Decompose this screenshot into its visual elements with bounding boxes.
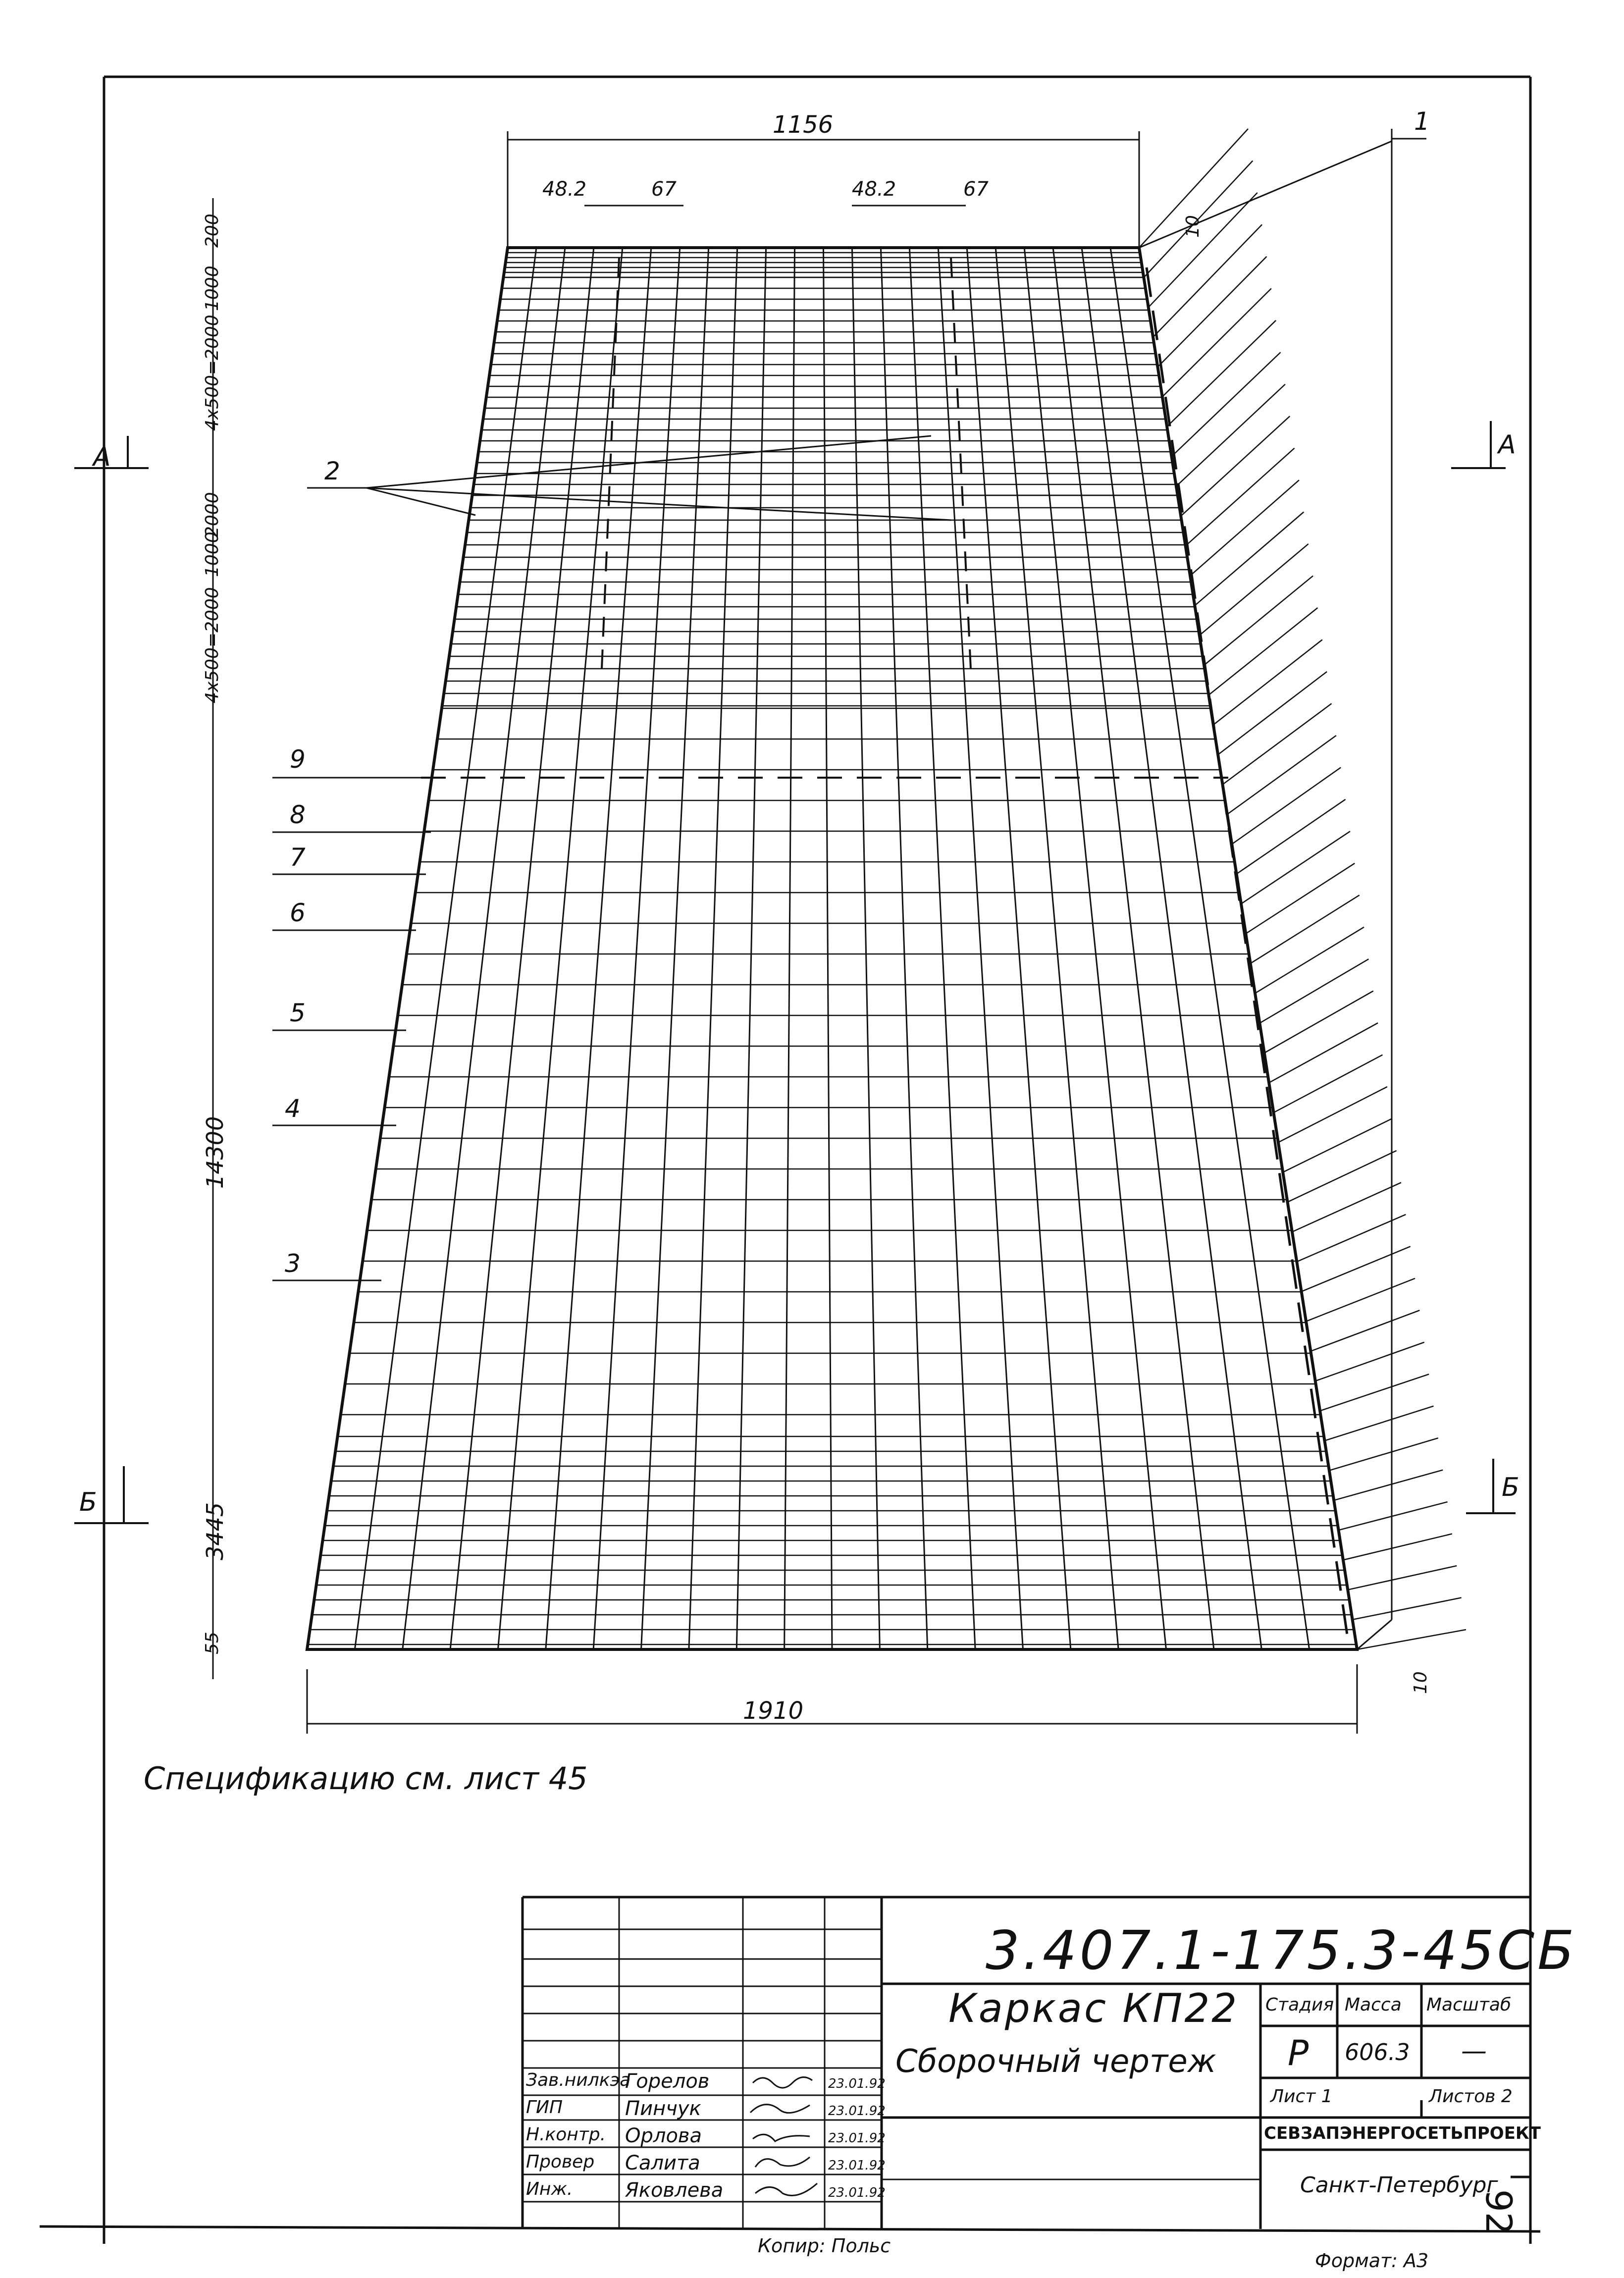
vertical-bar [1024,248,1166,1649]
staff-date: 23.01.92 [828,2076,886,2091]
staff-name: Орлова [625,2124,702,2147]
dim-1000-mid: 1000 [202,531,222,577]
perspective-line [1195,512,1304,606]
position-7: 7 [290,843,306,872]
perspective-line [1357,1620,1392,1649]
perspective-line [1218,672,1327,755]
dim-1000-top: 1000 [202,265,222,311]
sheet-frame [40,77,1540,2244]
vertical-bar [785,248,795,1649]
perspective-line [1139,141,1392,248]
perspective-line [1200,544,1309,636]
mass-value: 606.3 [1345,2039,1410,2066]
dim-2000: 2000 [202,492,222,537]
staff-name: Салита [625,2152,700,2174]
position-8: 8 [290,800,306,829]
position-4: 4 [285,1094,301,1123]
dim-left-spacing: 48.2 [542,178,587,201]
perspective-line [1343,1534,1452,1560]
dim-top-thickness: 10 [1183,215,1203,238]
perspective-line [1306,1278,1415,1322]
vertical-bar [355,248,536,1649]
vertical-bar [1110,248,1310,1649]
perspective-line [1278,1087,1387,1142]
vertical-bar [852,248,880,1649]
perspective-line [1251,895,1360,963]
section-b-right: Б [1502,1473,1519,1502]
dim-top-width: 1156 [773,111,834,139]
perspective-line [1255,927,1364,994]
vertical-bar [881,248,927,1649]
perspective-line [1237,799,1346,874]
stage-label: Стадия [1265,1995,1334,2015]
vertical-bar [450,248,594,1649]
vertical-bar [909,248,975,1649]
dim-left-offset: 67 [651,178,677,201]
mass-label: Масса [1345,1995,1402,2015]
perspective-line [1227,736,1336,814]
vertical-bar [995,248,1118,1649]
drawing-title: Каркас КП22 [948,1985,1239,2031]
perspective-line [1292,1182,1401,1232]
staff-date: 23.01.92 [828,2158,886,2173]
scale-value: — [1461,2036,1487,2066]
vertical-bar [546,248,651,1649]
position-5: 5 [290,999,306,1027]
perspective-line [1315,1342,1424,1381]
vertical-bar [824,248,833,1649]
stage-value: Р [1288,2033,1309,2073]
city-name: Санкт-Петербург [1300,2172,1498,2198]
perspective-line [1157,257,1266,367]
perspective-line [1339,1502,1448,1530]
drawing-subtitle: Сборочный чертеж [895,2043,1216,2080]
dim-right-spacing: 48.2 [852,178,896,201]
perspective-line [1269,1023,1378,1083]
perspective-line [1329,1438,1438,1471]
dim-bottom-thickness: 10 [1411,1671,1431,1694]
perspective-line [1259,959,1368,1023]
perspective-line [1232,767,1341,844]
perspective-line [1283,1119,1392,1172]
staff-name: Горелов [625,2070,710,2093]
perspective-line [1353,1598,1462,1620]
scale-label: Масштаб [1426,1995,1512,2015]
staff-role: Инж. [526,2179,573,2199]
staff-role: Провер [526,2152,595,2172]
frame-outline [307,248,1357,1649]
dim-4x500-top: 4x500=2000 [202,315,222,431]
perspective-line [1204,576,1313,665]
dim-55: 55 [202,1632,222,1654]
perspective-line [1153,224,1262,337]
assembly-drawing [307,129,1466,1649]
section-a-left: А [93,442,111,472]
section-b-left: Б [79,1487,97,1517]
position-2: 2 [324,457,340,485]
position-6: 6 [290,899,306,927]
perspective-line [1264,991,1373,1053]
dim-3445: 3445 [202,1502,228,1560]
staff-date: 23.01.92 [828,2104,886,2119]
sheet-number: Лист 1 [1270,2086,1333,2107]
vertical-bar [938,248,1023,1649]
organization-name: СЕВЗАПЭНЕРГОСЕТЬПРОЕКТ [1264,2123,1541,2143]
vertical-bar [736,248,766,1649]
staff-role: Зав.нилкэа [526,2070,631,2090]
perspective-line [1320,1374,1429,1411]
document-code: 3.407.1-175.3-45СБ [986,1920,1577,1982]
perspective-line [1213,639,1322,725]
specification-note: Спецификацию см. лист 45 [144,1760,588,1797]
perspective-line [1208,608,1317,695]
dim-14300: 14300 [202,1116,228,1189]
staff-name: Пинчук [625,2097,701,2120]
position-1: 1 [1414,107,1430,136]
dim-right-offset: 67 [963,178,989,201]
sheets-total: Листов 2 [1429,2086,1513,2107]
perspective-line [1310,1310,1419,1351]
perspective-line [1149,193,1257,307]
vertical-bar [593,248,680,1649]
perspective-line [1334,1470,1443,1500]
page-number: 92 [1478,2189,1519,2235]
perspective-line [1324,1406,1433,1441]
hidden-edge [1147,267,1347,1635]
dim-200: 200 [202,213,222,248]
perspective-line [1246,863,1355,934]
perspective-line [1273,1055,1382,1113]
vertical-bar [1053,248,1214,1649]
perspective-line [1288,1151,1397,1202]
vertical-bar [967,248,1071,1649]
perspective-line [1241,831,1350,903]
dim-4x500-mid: 4x500=2000 [202,587,222,703]
staff-name: Яковлева [625,2179,724,2202]
staff-date: 23.01.92 [828,2131,886,2146]
sheet-format: Формат: А3 [1315,2250,1429,2272]
dim-bottom-width: 1910 [743,1697,804,1725]
section-a-right: А [1498,430,1516,460]
perspective-line [1357,1630,1466,1649]
position-9: 9 [290,745,306,774]
vertical-bar [403,248,565,1649]
perspective-line [1223,703,1332,784]
vertical-bar [498,248,622,1649]
staff-date: 23.01.92 [828,2185,886,2200]
perspective-line [1162,288,1271,397]
perspective-line [1348,1566,1457,1590]
staff-role: ГИП [526,2097,563,2118]
position-3: 3 [285,1249,301,1278]
perspective-line [1167,320,1276,426]
copied-by: Копир: Польс [758,2235,891,2257]
staff-role: Н.контр. [526,2124,606,2145]
